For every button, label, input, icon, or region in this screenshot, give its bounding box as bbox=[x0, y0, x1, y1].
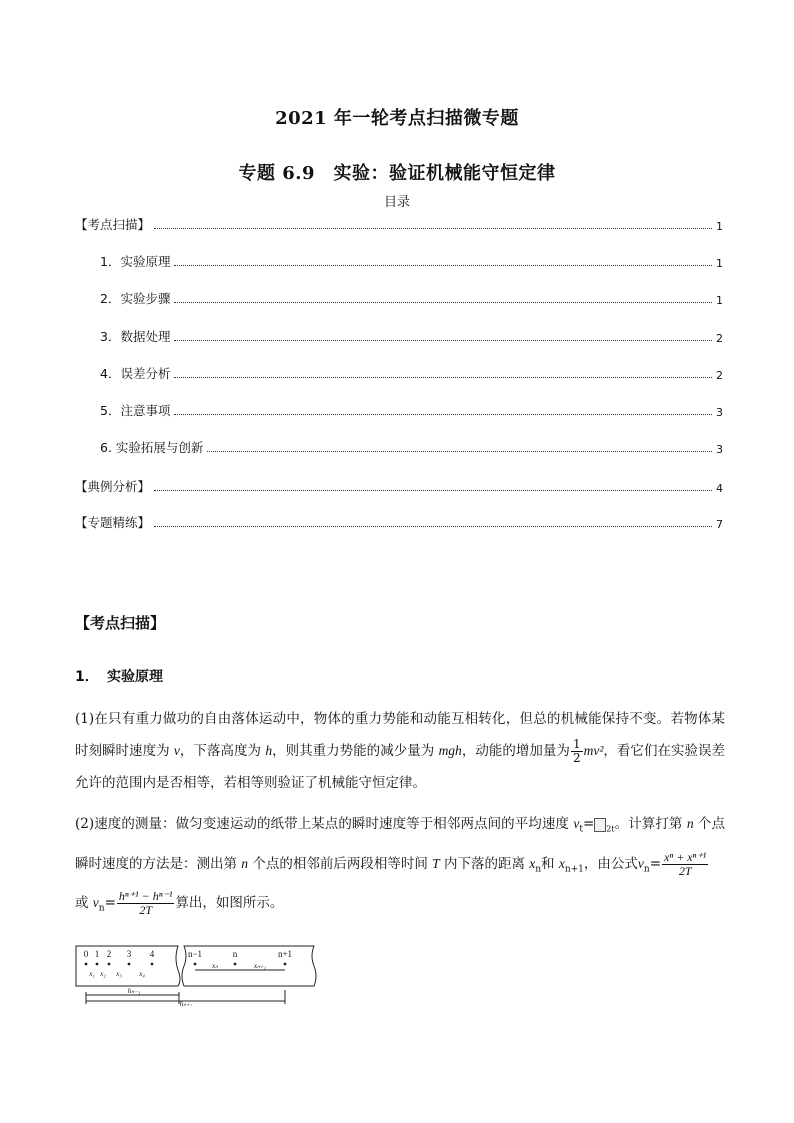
toc-entry-label: 3．数据处理 bbox=[100, 329, 171, 344]
toc-leader bbox=[154, 489, 712, 491]
subscript: n bbox=[643, 864, 650, 875]
fraction-numerator: hⁿ⁺¹ − hⁿ⁻¹ bbox=[118, 889, 173, 904]
segment-label: x₃ bbox=[116, 970, 122, 978]
toc-entry[interactable] bbox=[75, 364, 723, 382]
subscript: t bbox=[579, 824, 583, 835]
toc-entry-label: 【专题精练】 bbox=[75, 515, 151, 530]
toc-page-number: 1 bbox=[716, 294, 723, 307]
dot-label: 1 bbox=[94, 949, 100, 959]
variable: T bbox=[432, 855, 440, 871]
variable: x bbox=[529, 855, 536, 871]
toc-entry-label: 4．误差分析 bbox=[100, 366, 171, 381]
fraction-numerator: 1 bbox=[572, 736, 581, 751]
toc-page-number: 1 bbox=[716, 220, 723, 233]
variable: v bbox=[637, 855, 644, 871]
toc-leader bbox=[154, 227, 712, 229]
toc-page-number: 1 bbox=[716, 257, 723, 270]
toc-entry-label: 6. 实验拓展与创新 bbox=[100, 440, 204, 455]
tape-dot bbox=[284, 963, 287, 966]
height-label: hₙ₊₁ bbox=[179, 1000, 193, 1006]
segment-label: x₂ bbox=[100, 970, 106, 978]
tape-dot bbox=[85, 963, 88, 966]
fraction-denominator: 2 bbox=[572, 751, 581, 765]
dot-label: 2 bbox=[106, 949, 112, 959]
height-label: hₙ₋₁ bbox=[127, 987, 141, 995]
toc-leader bbox=[174, 413, 712, 415]
toc-entry-label: 【典例分析】 bbox=[75, 479, 151, 494]
tape-dot bbox=[234, 963, 237, 966]
subscript: n bbox=[98, 904, 105, 915]
dot-label: n−1 bbox=[187, 949, 203, 959]
segment-label: x₁ bbox=[89, 970, 95, 978]
dot-label: 0 bbox=[83, 949, 89, 959]
text-run: ，动能的增加量为 bbox=[461, 743, 570, 759]
subsection-heading bbox=[75, 666, 163, 686]
fraction-numerator: xⁿ + xⁿ⁺¹ bbox=[664, 849, 707, 864]
section-heading: 【考点扫描】 bbox=[75, 614, 166, 632]
fraction-formula bbox=[117, 890, 175, 917]
text-run: 或 bbox=[75, 895, 93, 912]
toc-entry[interactable] bbox=[75, 401, 723, 419]
toc-leader bbox=[154, 525, 712, 527]
tape-dot bbox=[194, 963, 197, 966]
toc-heading: 目录 bbox=[383, 195, 410, 210]
toc-entry[interactable] bbox=[75, 215, 723, 233]
tape-right-outline bbox=[182, 946, 316, 986]
variable: h bbox=[265, 743, 273, 758]
toc-entry[interactable] bbox=[75, 252, 723, 270]
fraction-denominator: 2T bbox=[139, 903, 153, 918]
toc-page-number: 7 bbox=[716, 518, 723, 531]
tape-dot bbox=[151, 963, 154, 966]
toc-leader bbox=[174, 376, 712, 378]
toc-entry-label: 5．注意事项 bbox=[100, 403, 171, 418]
toc-leader bbox=[174, 301, 712, 303]
toc-leader bbox=[207, 450, 712, 452]
variable: mv² bbox=[583, 743, 604, 758]
toc-leader bbox=[174, 264, 712, 266]
fraction-formula bbox=[662, 851, 708, 878]
toc-entry-label: 【考点扫描】 bbox=[75, 217, 151, 232]
segment-label: xₙ₊₁ bbox=[253, 962, 267, 970]
paragraph-principle bbox=[75, 703, 725, 799]
text-run: ，下落高度为 bbox=[179, 743, 266, 759]
toc-entry[interactable] bbox=[75, 327, 723, 345]
variable: mgh bbox=[438, 743, 462, 758]
text-run: (1)在只有重力做功的自由落体运动中，物体的重力势能和动能互相转化，但总的机械能保持不变。若物体某时刻瞬时速度为 bbox=[75, 711, 725, 759]
text-run: 。计算打第 bbox=[614, 816, 687, 832]
text-run: 个点瞬时速度的方法是：测出第 bbox=[75, 816, 725, 872]
text-run: 和 bbox=[541, 855, 559, 872]
subsection-number: 1． bbox=[75, 669, 99, 685]
toc-page-number: 3 bbox=[716, 406, 723, 419]
toc-entry[interactable] bbox=[75, 438, 723, 456]
variable: v bbox=[173, 743, 180, 758]
text-run: ，看它们在实验误差允许的范围内是否相等，若相等则验证了机械能守恒定律。 bbox=[75, 743, 726, 791]
segment-label: x₄ bbox=[139, 970, 145, 978]
variable: v bbox=[92, 895, 99, 911]
text-run: = bbox=[649, 855, 662, 872]
paragraph-velocity bbox=[75, 807, 725, 926]
toc-page-number: 4 bbox=[716, 482, 723, 495]
text-run: 个点的相邻前后两段相等时间 bbox=[248, 855, 433, 872]
dot-label: n bbox=[232, 949, 238, 959]
tape-dot bbox=[128, 963, 131, 966]
tape-dot bbox=[108, 963, 111, 966]
text-run: (2)速度的测量：做匀变速运动的纸带上某点的瞬时速度等于相邻两点间的平均速度 bbox=[75, 816, 574, 832]
toc-page-number: 2 bbox=[716, 369, 723, 382]
topic-title: 专题 6.9 实验：验证机械能守恒定律 bbox=[238, 163, 556, 184]
text-run: = bbox=[104, 895, 116, 912]
text-run: ，由公式 bbox=[583, 855, 638, 872]
variable: n bbox=[686, 816, 694, 831]
toc-entry[interactable] bbox=[75, 289, 723, 307]
text-run: ，则其重力势能的减少量为 bbox=[272, 743, 439, 759]
variable: n bbox=[241, 855, 249, 871]
subscript: n+1 bbox=[564, 864, 584, 875]
dot-label: n+1 bbox=[277, 949, 293, 959]
toc-entry-label: 1．实验原理 bbox=[100, 254, 171, 269]
toc-page-number: 2 bbox=[716, 332, 723, 345]
toc-entry[interactable] bbox=[75, 513, 723, 531]
subscript: n bbox=[535, 864, 542, 875]
tape-dot bbox=[96, 963, 99, 966]
broken-image-icon bbox=[594, 818, 606, 832]
fraction-half bbox=[571, 738, 583, 765]
fraction-denominator: 2T bbox=[678, 863, 692, 878]
toc-entry-label: 2．实验步骤 bbox=[100, 291, 171, 306]
document-title: 2021 年一轮考点扫描微专题 bbox=[275, 108, 519, 129]
toc-page-number: 3 bbox=[716, 443, 723, 456]
text-run: 内下落的距离 bbox=[439, 855, 530, 872]
variable: x bbox=[558, 855, 565, 871]
text-run: 算出，如图所示。 bbox=[175, 895, 284, 912]
subscript: 2t bbox=[606, 824, 615, 834]
toc-leader bbox=[174, 339, 712, 341]
dot-label: 4 bbox=[149, 949, 155, 959]
subsection-title: 实验原理 bbox=[107, 669, 163, 685]
text-run: = bbox=[582, 816, 595, 832]
dot-label: 3 bbox=[126, 949, 132, 959]
toc-entry[interactable] bbox=[75, 477, 723, 495]
variable: v bbox=[573, 816, 580, 831]
segment-label: xₙ bbox=[212, 962, 218, 970]
paper-tape-diagram bbox=[74, 940, 324, 1006]
